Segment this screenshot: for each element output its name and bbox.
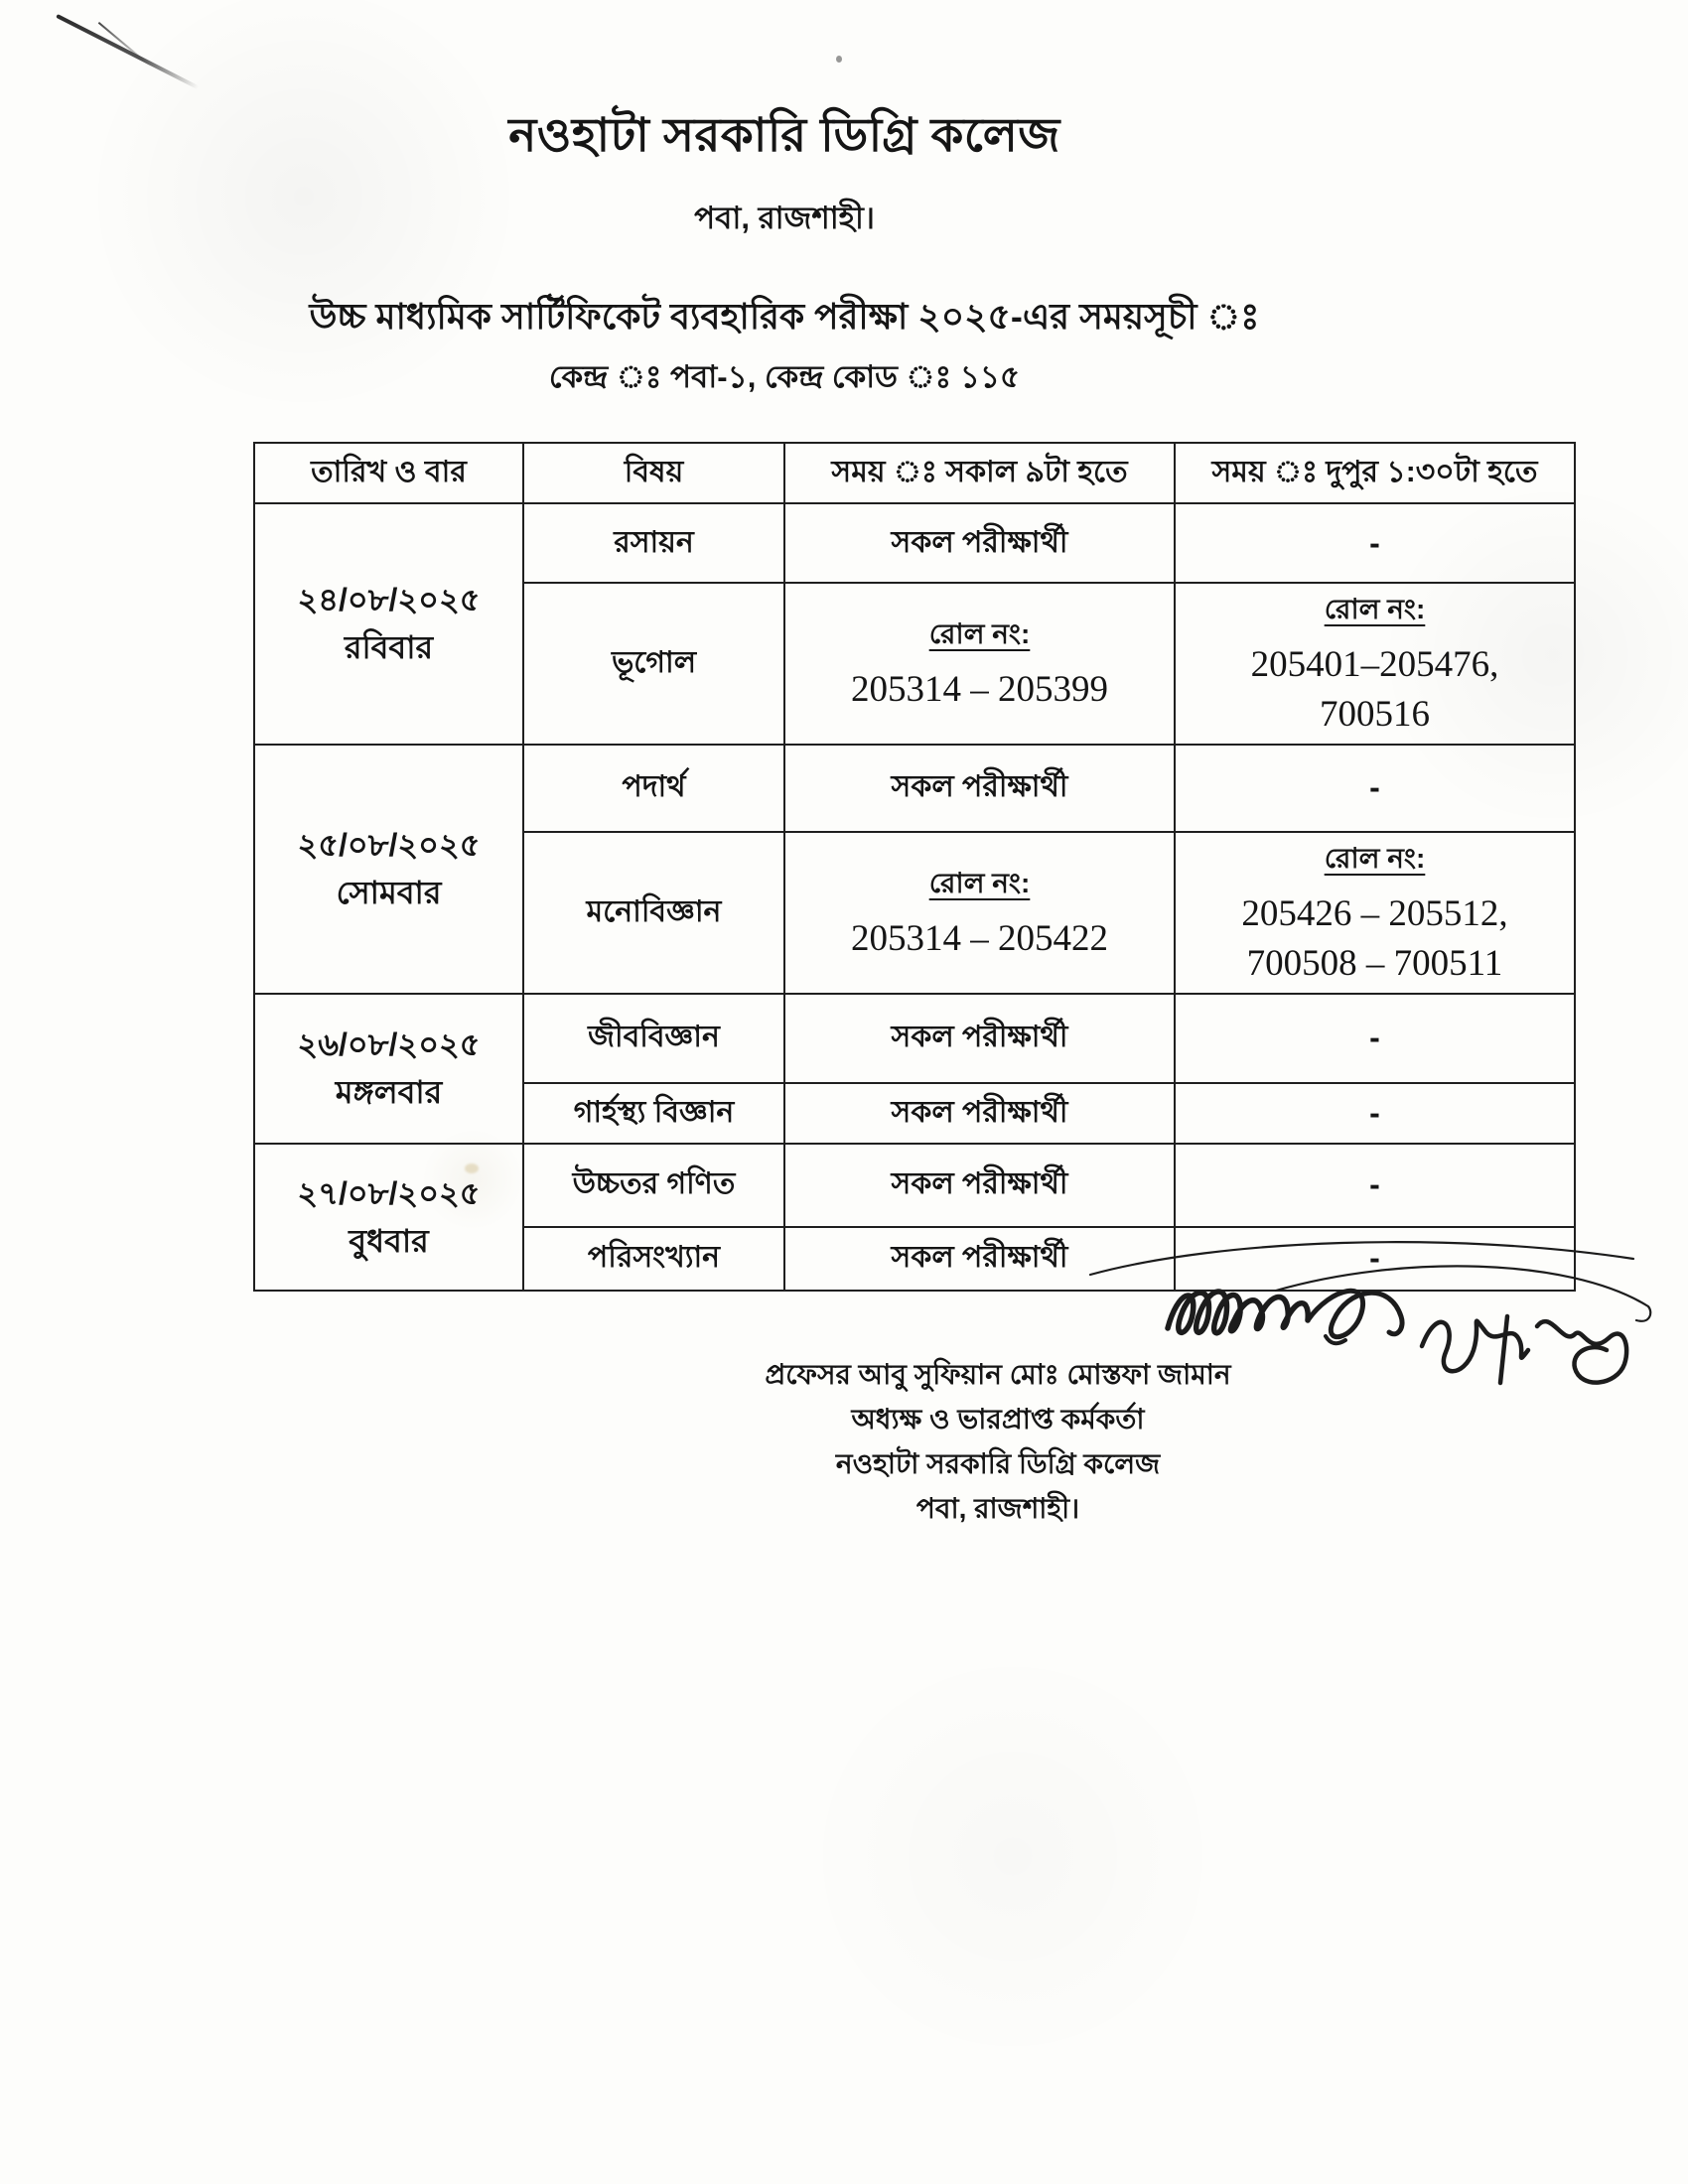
roll-number-label: রোল নং:: [928, 867, 1031, 898]
afternoon-cell-dash: -: [1175, 1144, 1575, 1227]
date-text: ২৬/০৮/২০২৫: [297, 1026, 481, 1063]
header-subject: বিষয়: [523, 443, 784, 503]
afternoon-cell-dash: -: [1175, 994, 1575, 1083]
afternoon-roll-cell: [1175, 832, 1575, 994]
morning-cell: সকল পরীক্ষার্থী: [784, 994, 1175, 1083]
signer-name: প্রফেসর আবু সুফিয়ান মোঃ মোস্তফা জামান: [765, 1359, 1231, 1390]
date-cell-24-08: [254, 503, 523, 745]
roll-number-label: রোল নং:: [928, 617, 1031, 649]
roll-number-label: রোল নং:: [1324, 842, 1426, 874]
subject-cell: গার্হস্থ্য বিজ্ঞান: [523, 1083, 784, 1144]
signatory-block: [650, 1352, 1345, 1531]
date-text: ২৪/০৮/২০২৫: [297, 582, 481, 618]
subject-cell: জীববিজ্ঞান: [523, 994, 784, 1083]
afternoon-cell-dash: -: [1175, 1083, 1575, 1144]
day-text: রবিবার: [344, 629, 434, 666]
roll-range: 205314 – 205422: [851, 917, 1108, 959]
table-row: [254, 503, 1575, 583]
table-row: [254, 745, 1575, 832]
signer-designation: অধ্যক্ষ ও ভারপ্রাপ্ত কর্মকর্তা: [851, 1404, 1145, 1434]
day-text: মঙ্গলবার: [335, 1074, 443, 1111]
scan-artifact-dot: [836, 56, 842, 63]
page-title: নওহাটা সরকারি ডিগ্রি কলেজ: [508, 108, 1060, 161]
scan-artifact-pen-stroke: [56, 14, 199, 89]
roll-number-label: রোল নং:: [1324, 594, 1426, 624]
center-info-line: কেন্দ্র ঃ পবা-১, কেন্দ্র কোড ঃ ১১৫: [548, 359, 1021, 394]
afternoon-cell-dash: -: [1175, 1227, 1575, 1291]
header-date-day: তারিখ ও বার: [254, 443, 523, 503]
roll-range: 700508 – 700511: [1246, 942, 1503, 984]
afternoon-cell-dash: -: [1175, 745, 1575, 832]
exam-schedule-table: [253, 442, 1576, 1292]
day-text: সোমবার: [336, 875, 442, 911]
signer-address: পবা, রাজশাহী।: [915, 1493, 1080, 1524]
subject-cell: পরিসংখ্যান: [523, 1227, 784, 1291]
subject-cell: মনোবিজ্ঞান: [523, 832, 784, 994]
header-morning-session: সময় ঃ সকাল ৯টা হতে: [784, 443, 1175, 503]
date-cell-26-08: [254, 994, 523, 1144]
morning-cell: সকল পরীক্ষার্থী: [784, 1083, 1175, 1144]
subject-cell: রসায়ন: [523, 503, 784, 583]
morning-roll-cell: [784, 583, 1175, 745]
header-afternoon-session: সময় ঃ দুপুর ১:৩০টা হতে: [1175, 443, 1575, 503]
morning-cell: সকল পরীক্ষার্থী: [784, 745, 1175, 832]
subject-cell: ভূগোল: [523, 583, 784, 745]
page-subtitle: পবা, রাজশাহী।: [694, 201, 875, 235]
roll-range: 205401–205476,: [1250, 644, 1499, 685]
morning-cell: সকল পরীক্ষার্থী: [784, 503, 1175, 583]
subject-cell: উচ্চতর গণিত: [523, 1144, 784, 1227]
date-cell-27-08: [254, 1144, 523, 1291]
roll-range: 205426 – 205512,: [1241, 892, 1508, 934]
roll-range: 700516: [1320, 693, 1430, 735]
signer-college: নওহাটা সরকারি ডিগ্রি কলেজ: [835, 1448, 1161, 1479]
subject-cell: পদার্থ: [523, 745, 784, 832]
exam-heading: উচ্চ মাধ্যমিক সার্টিফিকেট ব্যবহারিক পরীক্ষা ২০২৫-এর সময়সূচী ঃ: [309, 296, 1260, 337]
date-text: ২৫/০৮/২০২৫: [297, 827, 481, 864]
table-row: [254, 994, 1575, 1083]
scan-artifact-pen-stroke-2: [98, 22, 153, 68]
table-header-row: [254, 443, 1575, 503]
afternoon-roll-cell: [1175, 583, 1575, 745]
morning-cell: সকল পরীক্ষার্থী: [784, 1227, 1175, 1291]
date-cell-25-08: [254, 745, 523, 994]
afternoon-cell-dash: -: [1175, 503, 1575, 583]
roll-range: 205314 – 205399: [851, 668, 1108, 710]
morning-cell: সকল পরীক্ষার্থী: [784, 1144, 1175, 1227]
day-text: বুধবার: [349, 1222, 429, 1259]
table-row: [254, 1144, 1575, 1227]
morning-roll-cell: [784, 832, 1175, 994]
date-text: ২৭/০৮/২০২৫: [297, 1174, 481, 1211]
